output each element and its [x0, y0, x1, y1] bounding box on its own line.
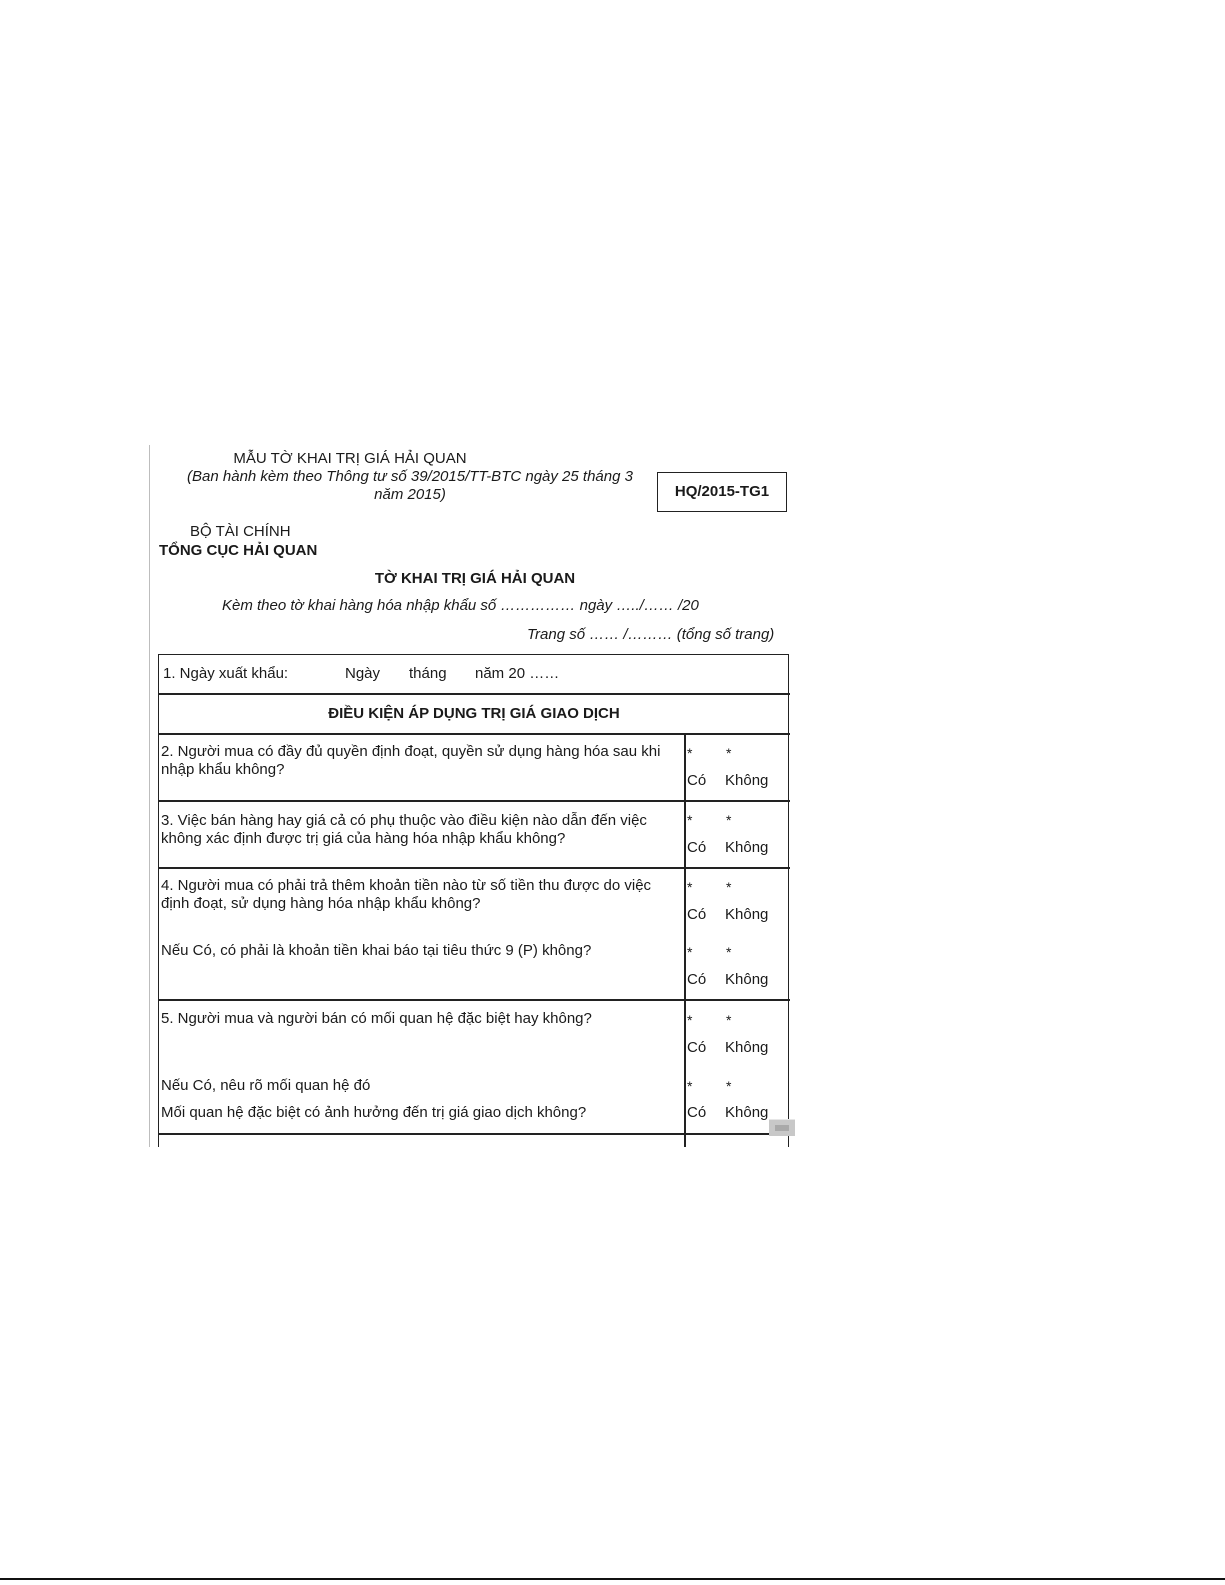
yes-option-q3[interactable]: Có — [687, 839, 707, 856]
main-title: TỜ KHAI TRỊ GIÁ HẢI QUAN — [374, 570, 576, 587]
page-count-line: Trang số …… /……… (tổng số trang) — [527, 626, 775, 643]
no-marker: * — [726, 1078, 732, 1094]
yes-option-q2[interactable]: Có — [687, 772, 707, 789]
no-option-q3[interactable]: Không — [725, 839, 769, 856]
yes-option-q4-followup[interactable]: Có — [687, 971, 707, 988]
no-option-q5-followup[interactable]: Không — [725, 1104, 769, 1121]
no-marker: * — [726, 1012, 732, 1028]
export-date-year: năm 20 …… — [475, 665, 560, 682]
yes-option-q4[interactable]: Có — [687, 906, 707, 923]
export-date-label: 1. Ngày xuất khẩu: — [163, 665, 289, 682]
no-marker: * — [726, 879, 732, 895]
yes-marker: * — [687, 745, 693, 761]
question-5-followup-1: Nếu Có, nêu rõ mối quan hệ đó — [161, 1077, 371, 1094]
row-divider — [159, 733, 790, 735]
no-option-q2[interactable]: Không — [725, 772, 769, 789]
form-subtitle-line2: năm 2015) — [374, 486, 446, 503]
customs-form-document — [145, 445, 805, 1147]
question-4-followup: Nếu Có, có phải là khoản tiền khai báo tại tiêu thức 9 (P) không? — [161, 942, 592, 959]
yes-option-q5-followup[interactable]: Có — [687, 1104, 707, 1121]
yes-marker: * — [687, 1078, 693, 1094]
row-divider — [159, 867, 790, 869]
ministry-name: BỘ TÀI CHÍNH — [190, 523, 291, 540]
yes-marker: * — [687, 879, 693, 895]
no-marker: * — [726, 812, 732, 828]
yes-marker: * — [687, 1012, 693, 1028]
department-name: TỔNG CỤC HẢI QUAN — [159, 542, 318, 559]
no-marker: * — [726, 944, 732, 960]
no-option-q4-followup[interactable]: Không — [725, 971, 769, 988]
export-date-day: Ngày — [345, 665, 381, 682]
question-5: 5. Người mua và người bán có mối quan hệ đặc biệt hay không? — [161, 1010, 592, 1027]
yes-marker: * — [687, 812, 693, 828]
export-date-month: tháng — [409, 665, 447, 682]
question-2: 2. Người mua có đầy đủ quyền định đoạt, quyền sử dụng hàng hóa sau khi nhập khẩu không? — [161, 743, 661, 778]
page-bottom-rule — [0, 1578, 1225, 1580]
no-marker: * — [726, 745, 732, 761]
yes-option-q5[interactable]: Có — [687, 1039, 707, 1056]
section-title: ĐIỀU KIỆN ÁP DỤNG TRỊ GIÁ GIAO DỊCH — [328, 705, 620, 722]
row-divider — [159, 1133, 790, 1135]
no-option-q5[interactable]: Không — [725, 1039, 769, 1056]
question-3: 3. Việc bán hàng hay giá cả có phụ thuộc vào điều kiện nào dẫn đến việc không xác định được trị giá của hàng hóa nhập khẩu không? — [161, 812, 647, 847]
question-5-followup-2: Mối quan hệ đặc biệt có ảnh hưởng đến trị giá giao dịch không? — [161, 1104, 587, 1121]
yes-marker: * — [687, 944, 693, 960]
row-divider — [159, 693, 790, 695]
form-code-box: HQ/2015-TG1 — [657, 472, 787, 512]
question-4: 4. Người mua có phải trả thêm khoản tiền nào từ số tiền thu được do việc định đoạt, sử dụng hàng hóa nhập khẩu không? — [161, 877, 652, 912]
page-edge-line — [149, 445, 150, 1147]
form-subtitle-line1: (Ban hành kèm theo Thông tư số 39/2015/TT-BTC ngày 25 tháng 3 — [187, 468, 633, 485]
no-option-q4[interactable]: Không — [725, 906, 769, 923]
form-title: MẪU TỜ KHAI TRỊ GIÁ HẢI QUAN — [233, 450, 467, 467]
resize-handle-icon[interactable] — [769, 1119, 795, 1136]
row-divider — [159, 800, 790, 802]
attach-line: Kèm theo tờ khai hàng hóa nhập khẩu số …………… ngày …../…… /20 — [222, 597, 699, 614]
answer-column-divider — [684, 733, 686, 1147]
conditions-table — [158, 654, 789, 1147]
row-divider — [159, 999, 790, 1001]
